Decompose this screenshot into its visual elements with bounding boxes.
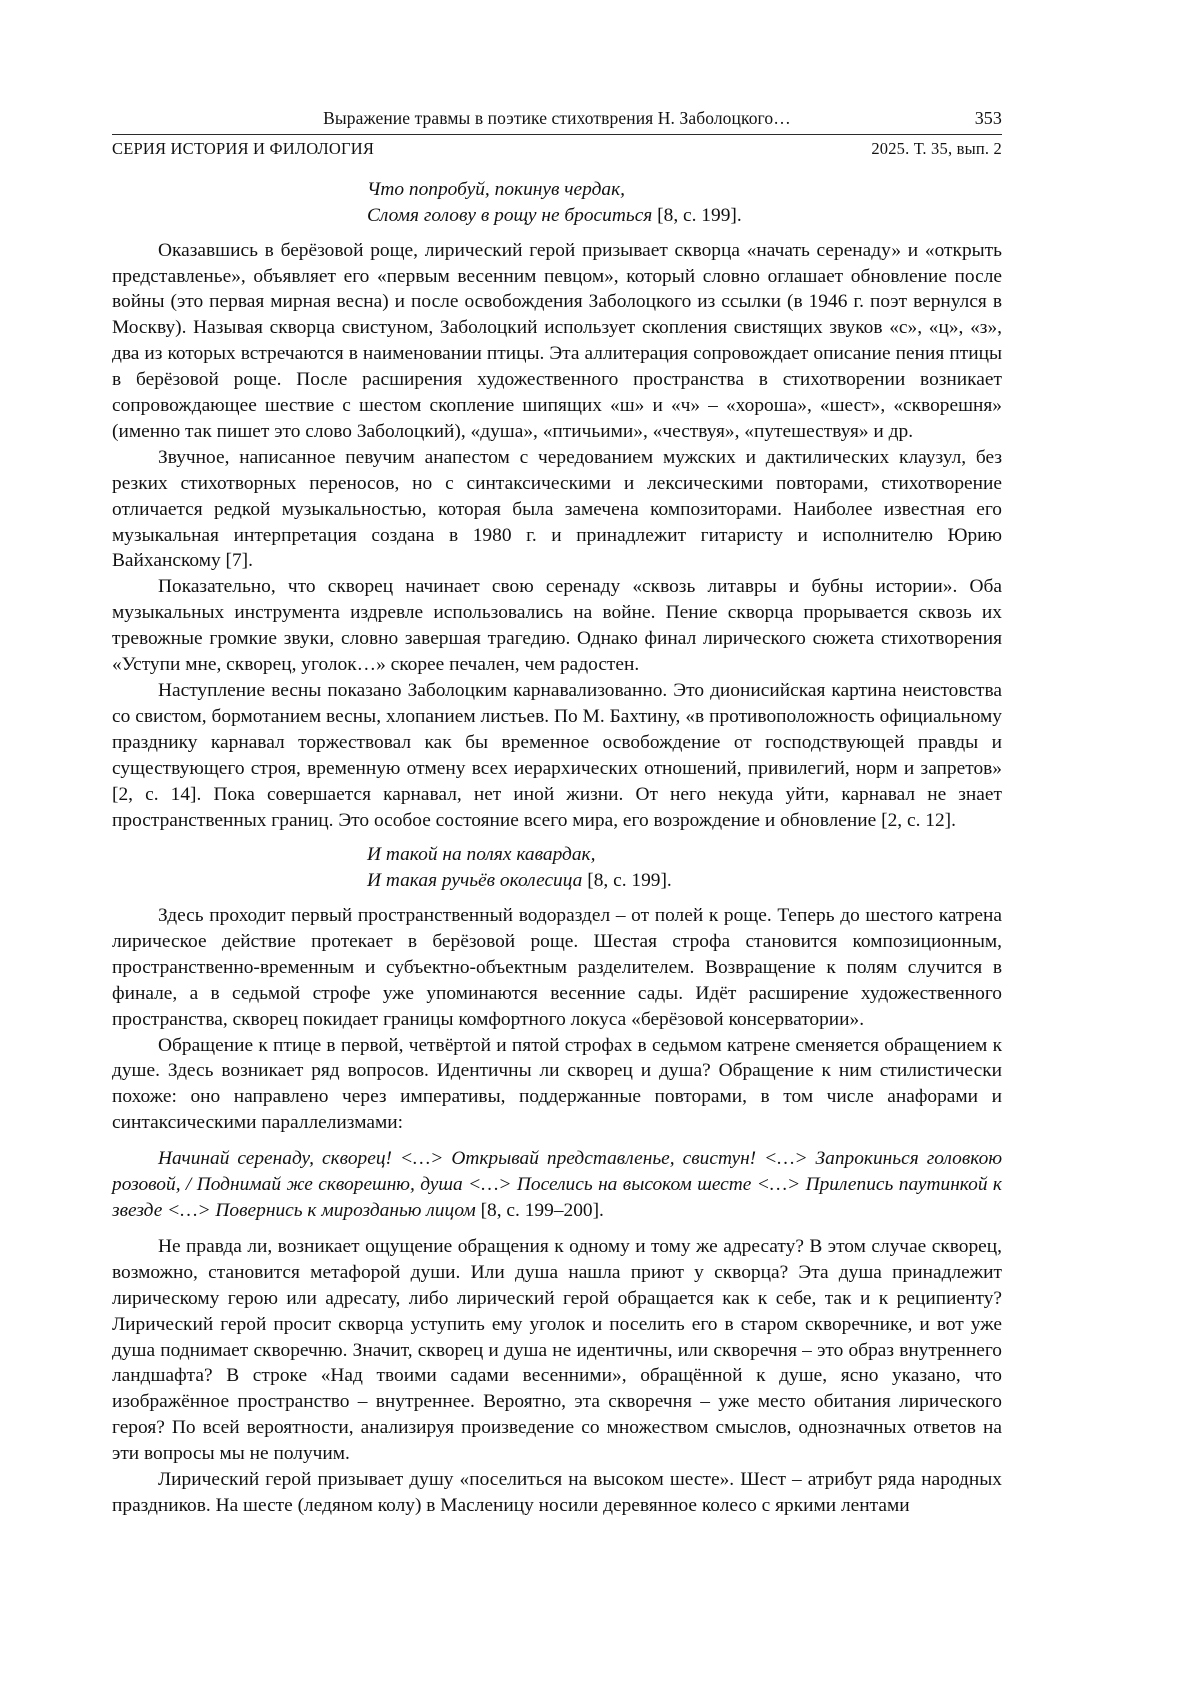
block-quote-text: Начинай серенаду, скворец! <…> Открывай представленье, свистун! <…> Запрокинься головкою розовой, / Поднимай же скворешню, душа <…> Поселись на высоком шесте <…> Прилепись паутинкой к звезде <…> Повернись к мирозданью лицом: [112, 1148, 1002, 1221]
block-quote-reference: [8, с. 199–200].: [475, 1200, 604, 1221]
verse-line: [367, 868, 1002, 894]
verse-quote-1: [112, 177, 1002, 229]
paragraph: Показательно, что скворец начинает свою серенаду «сквозь литавры и бубны истории». Оба музыкальных инструмента издревле использовались на войне. Пение скворца прорывается сквозь их тревожные громкие звуки, словно завершая трагедию. Однако финал лирического сюжета стихотворения «Уступи мне, скворец, уголок…» скорее печален, чем радостен.: [112, 576, 1002, 676]
verse-line-text: Сломя голову в рощу не броситься: [367, 204, 653, 226]
paragraph: Не правда ли, возникает ощущение обращения к одному и тому же адресату? В этом случае скворец, возможно, становится метафорой души. Или душа нашла приют у скворца? Эта душа принадлежит лирическому герою или адресату, либо лирический герой обращается как к себе, так и к реципиенту? Лирический герой просит скворца уступить ему уголок и поселить его в старом скворечнике, и вот уже душа поднимает скворечню. Значит, скворец и душа не идентичны, или скворечня – это образ внутреннего ландшафта? В строке «Над твоими садами весенними», обращённой к душе, ясно указано, что изображённое пространство – внутреннее. Вероятно, эта скворечня – уже место обитания лирического героя? По всей вероятности, анализируя произведение со множеством смыслов, однозначных ответов на эти вопросы мы не получим.: [112, 1235, 1002, 1465]
running-head: [112, 108, 1002, 129]
block-quote: [112, 1146, 1002, 1224]
paragraph: Наступление весны показано Заболоцким карнавализованно. Это дионисийская картина неистовства со свистом, бормотанием весны, хлопанием листьев. По М. Бахтину, «в противоположность официальному празднику карнавал торжествовал как бы временное освобождение от господствующей правды и существующего строя, временную отмену всех иерархических отношений, привилегий, норм и запретов» [2, с. 14]. Пока совершается карнавал, нет иной жизни. От него некуда уйти, карнавал не знает пространственных границ. Это особое состояние всего мира, его возрождение и обновление [2, с. 12].: [112, 680, 1002, 831]
header-rule: [112, 134, 1002, 135]
paragraph: Здесь проходит первый пространственный водораздел – от полей к роще. Теперь до шестого катрена лирическое действие протекает в берёзовой роще. Шестая строфа становится композиционным, пространственно-временным и субъектно-объектным разделителем. Возвращение к полям случится в финале, а в седьмой строфе уже упоминаются весенние сады. Идёт расширение художественного пространства, скворец покидает границы комфортного локуса «берёзовой консерватории».: [112, 905, 1002, 1030]
journal-info-line: [112, 139, 1002, 159]
verse-line: [367, 203, 1002, 229]
verse-line: И такой на полях кавардак,: [367, 844, 596, 866]
page-content: [112, 108, 1002, 1519]
verse-line-text: И такая ручьёв околесица: [367, 870, 583, 892]
paragraph: Лирический герой призывает душу «поселиться на высоком шесте». Шест – атрибут ряда народных праздников. На шесте (ледяном колу) в Масленицу носили деревянное колесо с яркими лентами: [112, 1469, 1002, 1516]
running-title: Выражение травмы в поэтике стихотврения Н. Заболоцкого…: [323, 108, 791, 128]
paragraph: Обращение к птице в первой, четвёртой и пятой строфах в седьмом катрене сменяется обращением к душе. Здесь возникает ряд вопросов. Идентичны ли скворец и душа? Обращение к ним стилистически похоже: оно направлено через императивы, поддержанные повторами, в том числе анафорами и синтаксическими параллелизмами:: [112, 1034, 1002, 1134]
journal-series: СЕРИЯ ИСТОРИЯ И ФИЛОЛОГИЯ: [112, 139, 375, 158]
verse-quote-2: [112, 842, 1002, 894]
article-body: [112, 177, 1002, 1519]
verse-line: Что попробуй, покинув чердак,: [367, 179, 625, 200]
paragraph: Оказавшись в берёзовой роще, лирический герой призывает скворца «начать серенаду» и «открыть представленье», объявляет его «первым весенним певцом», который словно оглашает обновление после войны (это первая мирная весна) и после освобождения Заболоцкого из ссылки (в 1946 г. поэт вернулся в Москву). Называя скворца свистуном, Заболоцкий использует скопления свистящих звуков «с», «ц», «з», два из которых встречаются в наименовании птицы. Эта аллитерация сопровождает описание пения птицы в берёзовой роще. После расширения художественного пространства в стихотворении возникает сопровождающее шествие с шестом скопление шипящих «ш» и «ч» – «хороша», «шест», «скворешня» (именно так пишет это слово Заболоцкий), «душа», «птичьими», «чествуя», «путешествуя» и др.: [112, 239, 1002, 442]
page-number: 353: [974, 108, 1002, 128]
paragraph: Звучное, написанное певучим анапестом с чередованием мужских и дактилических клаузул, без резких стихотворных переносов, но с синтаксическими и лексическими повторами, стихотворение отличается редкой музыкальностью, которая была замечена композиторами. Наиболее известная его музыкальная интерпретация создана в 1980 г. и принадлежит гитаристу и исполнителю Юрию Вайханскому [7].: [112, 446, 1002, 572]
journal-issue: 2025. Т. 35, вып. 2: [871, 139, 1002, 158]
verse-reference: [8, с. 199].: [652, 204, 742, 226]
verse-reference: [8, с. 199].: [582, 870, 672, 892]
